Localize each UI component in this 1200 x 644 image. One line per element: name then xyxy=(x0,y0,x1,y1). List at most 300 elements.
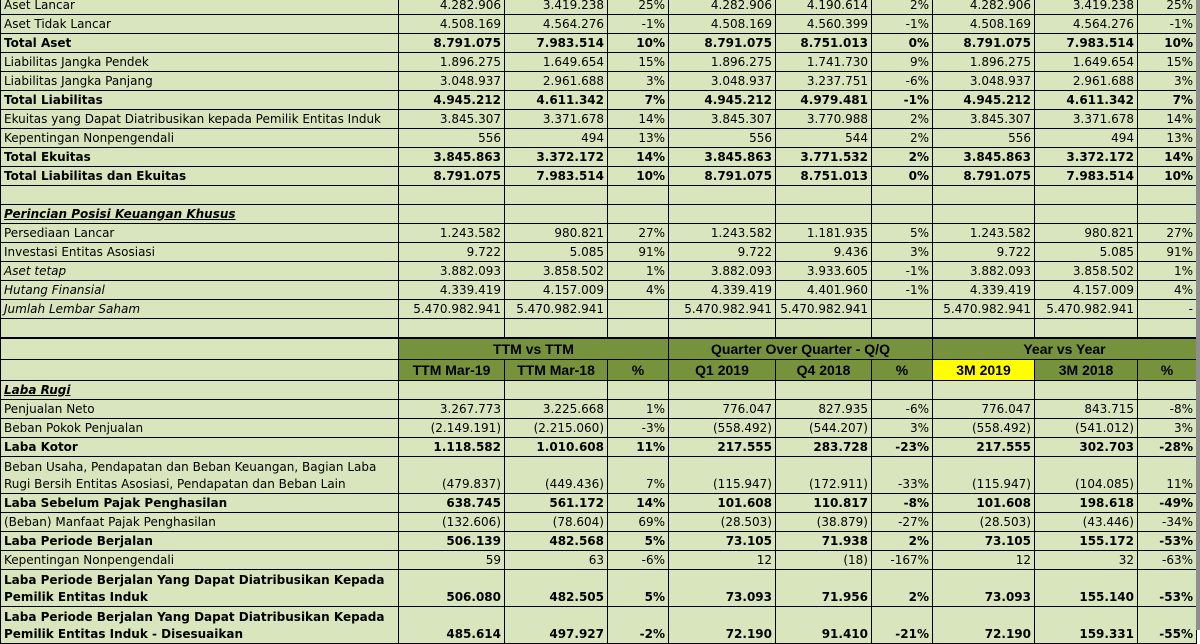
percent-cell[interactable]: 10% xyxy=(608,34,669,53)
value-cell[interactable]: 556 xyxy=(399,129,505,148)
value-cell[interactable]: 198.618 xyxy=(1035,494,1138,513)
value-cell[interactable]: 101.608 xyxy=(669,494,776,513)
group-header-qoq[interactable]: Quarter Over Quarter - Q/Q xyxy=(669,338,933,360)
value-cell[interactable]: (28.503) xyxy=(669,513,776,532)
percent-cell[interactable]: 25% xyxy=(608,0,669,15)
value-cell[interactable]: 3.372.172 xyxy=(505,148,608,167)
value-cell[interactable]: (104.085) xyxy=(1035,457,1138,494)
value-cell[interactable]: 3.882.093 xyxy=(933,262,1035,281)
special-position-rows xyxy=(1,224,1197,319)
value-cell[interactable]: 9.722 xyxy=(933,243,1035,262)
value-cell[interactable]: 827.935 xyxy=(776,400,872,419)
value-cell[interactable]: 8.751.013 xyxy=(776,167,872,186)
table-row xyxy=(1,532,1197,551)
percent-cell[interactable] xyxy=(608,300,669,319)
value-cell[interactable]: 73.105 xyxy=(669,532,776,551)
table-row xyxy=(1,148,1197,167)
value-cell[interactable]: 3.771.532 xyxy=(776,148,872,167)
value-cell[interactable]: 3.845.863 xyxy=(399,148,505,167)
value-cell[interactable]: 7.983.514 xyxy=(1035,167,1138,186)
value-cell[interactable]: 8.791.075 xyxy=(399,34,505,53)
window-edge xyxy=(1196,0,1200,630)
table-row xyxy=(1,167,1197,186)
value-cell[interactable]: 73.093 xyxy=(933,570,1035,607)
group-header-row xyxy=(1,338,1197,360)
percent-cell[interactable]: 5% xyxy=(608,532,669,551)
value-cell[interactable]: 71.956 xyxy=(776,570,872,607)
percent-cell[interactable]: -6% xyxy=(872,400,933,419)
percent-cell[interactable]: 7% xyxy=(608,91,669,110)
row-label-cell[interactable]: Total Liabilitas dan Ekuitas xyxy=(1,167,399,186)
blank-cell[interactable] xyxy=(1,319,399,339)
percent-cell[interactable]: 3% xyxy=(872,243,933,262)
value-cell[interactable]: 4.157.009 xyxy=(505,281,608,300)
value-cell[interactable]: 32 xyxy=(1035,551,1138,570)
row-label-cell[interactable]: Penjualan Neto xyxy=(1,400,399,419)
row-label-cell[interactable]: Laba Periode Berjalan Yang Dapat Diatribusikan Kepada Pemilik Entitas Induk - Disesuaikan xyxy=(1,607,399,644)
percent-cell[interactable]: 14% xyxy=(1138,148,1197,167)
blank-row-group xyxy=(1,186,1197,224)
value-cell[interactable]: (558.492) xyxy=(933,419,1035,438)
col-header-qoq-pct[interactable]: % xyxy=(872,360,933,381)
row-label-cell[interactable]: Total Aset xyxy=(1,34,399,53)
row-label-cell[interactable]: Aset Lancar xyxy=(1,0,399,15)
value-cell[interactable]: 1.243.582 xyxy=(933,224,1035,243)
value-cell[interactable]: (18) xyxy=(776,551,872,570)
value-cell[interactable]: 3.371.678 xyxy=(505,110,608,129)
value-cell[interactable]: 12 xyxy=(669,551,776,570)
header-block xyxy=(1,319,1197,400)
table-row xyxy=(1,243,1197,262)
percent-cell[interactable]: 2% xyxy=(872,532,933,551)
table-row xyxy=(1,91,1197,110)
value-cell[interactable]: 4.282.906 xyxy=(399,0,505,15)
value-cell[interactable]: (479.837) xyxy=(399,457,505,494)
table-row xyxy=(1,607,1197,644)
value-cell[interactable]: 4.564.276 xyxy=(505,15,608,34)
percent-cell[interactable]: -53% xyxy=(1138,532,1197,551)
percent-cell[interactable]: 14% xyxy=(608,148,669,167)
value-cell[interactable]: (115.947) xyxy=(669,457,776,494)
percent-cell[interactable]: 9% xyxy=(872,53,933,72)
value-cell[interactable]: 980.821 xyxy=(1035,224,1138,243)
value-cell[interactable]: 283.728 xyxy=(776,438,872,457)
value-cell[interactable]: 8.791.075 xyxy=(933,167,1035,186)
percent-cell[interactable]: 15% xyxy=(608,53,669,72)
value-cell[interactable]: 3.882.093 xyxy=(669,262,776,281)
table-row xyxy=(1,300,1197,319)
row-label-cell[interactable]: Laba Periode Berjalan xyxy=(1,532,399,551)
table-row xyxy=(1,419,1197,438)
percent-cell[interactable]: 91% xyxy=(608,243,669,262)
value-cell[interactable]: (43.446) xyxy=(1035,513,1138,532)
col-header-q4-2018[interactable]: Q4 2018 xyxy=(776,360,872,381)
value-cell[interactable]: 73.105 xyxy=(933,532,1035,551)
percent-cell[interactable]: 25% xyxy=(1138,0,1197,15)
value-cell[interactable]: (449.436) xyxy=(505,457,608,494)
value-cell[interactable]: 4.508.169 xyxy=(399,15,505,34)
value-cell[interactable]: 72.190 xyxy=(669,607,776,644)
value-cell[interactable]: 4.401.960 xyxy=(776,281,872,300)
row-label-cell[interactable]: Laba Periode Berjalan Yang Dapat Diatribusikan Kepada Pemilik Entitas Induk xyxy=(1,570,399,607)
value-cell[interactable]: (558.492) xyxy=(669,419,776,438)
table-row xyxy=(1,53,1197,72)
table-row xyxy=(1,400,1197,419)
value-cell[interactable]: 4.611.342 xyxy=(1035,91,1138,110)
value-cell[interactable]: 3.858.502 xyxy=(505,262,608,281)
value-cell[interactable]: 1.181.935 xyxy=(776,224,872,243)
percent-cell[interactable]: -3% xyxy=(608,419,669,438)
percent-cell[interactable]: 5% xyxy=(608,570,669,607)
percent-cell[interactable]: -1% xyxy=(872,262,933,281)
value-cell[interactable]: 4.560.399 xyxy=(776,15,872,34)
percent-cell[interactable]: 4% xyxy=(608,281,669,300)
table-row xyxy=(1,34,1197,53)
value-cell[interactable]: 1.896.275 xyxy=(669,53,776,72)
percent-cell[interactable]: -49% xyxy=(1138,494,1197,513)
value-cell[interactable]: 7.983.514 xyxy=(1035,34,1138,53)
header-blank-cell[interactable] xyxy=(1,338,399,360)
value-cell[interactable]: 494 xyxy=(505,129,608,148)
percent-cell[interactable]: 11% xyxy=(608,438,669,457)
percent-cell[interactable]: -21% xyxy=(872,607,933,644)
row-label-cell[interactable]: Hutang Finansial xyxy=(1,281,399,300)
value-cell[interactable]: 4.508.169 xyxy=(933,15,1035,34)
value-cell[interactable]: 3.048.937 xyxy=(933,72,1035,91)
value-cell[interactable]: 72.190 xyxy=(933,607,1035,644)
col-header-3m-2019-selected[interactable]: 3M 2019 xyxy=(933,360,1035,381)
row-label-cell[interactable]: Investasi Entitas Asosiasi xyxy=(1,243,399,262)
value-cell[interactable]: 9.436 xyxy=(776,243,872,262)
percent-cell[interactable]: 3% xyxy=(1138,72,1197,91)
value-cell[interactable]: 3.048.937 xyxy=(399,72,505,91)
value-cell[interactable]: 4.945.212 xyxy=(399,91,505,110)
value-cell[interactable]: 5.470.982.941 xyxy=(399,300,505,319)
percent-cell[interactable]: -27% xyxy=(872,513,933,532)
percent-cell[interactable]: 7% xyxy=(608,457,669,494)
table-row xyxy=(1,262,1197,281)
percent-cell[interactable]: 2% xyxy=(872,570,933,607)
percent-cell[interactable]: -167% xyxy=(872,551,933,570)
percent-cell[interactable]: -6% xyxy=(872,72,933,91)
percent-cell[interactable]: 3% xyxy=(1138,419,1197,438)
value-cell[interactable]: 4.282.906 xyxy=(933,0,1035,15)
value-cell[interactable]: 482.505 xyxy=(505,570,608,607)
value-cell[interactable]: 4.190.614 xyxy=(776,0,872,15)
row-label-cell[interactable]: Liabilitas Jangka Panjang xyxy=(1,72,399,91)
percent-cell[interactable]: 0% xyxy=(872,167,933,186)
percent-cell[interactable]: 4% xyxy=(1138,281,1197,300)
group-header-ttm[interactable]: TTM vs TTM xyxy=(399,338,669,360)
row-label-cell[interactable]: Aset tetap xyxy=(1,262,399,281)
percent-cell[interactable]: 1% xyxy=(608,400,669,419)
value-cell[interactable]: 544 xyxy=(776,129,872,148)
value-cell[interactable]: 3.419.238 xyxy=(1035,0,1138,15)
value-cell[interactable]: 73.093 xyxy=(669,570,776,607)
value-cell[interactable]: 3.845.307 xyxy=(933,110,1035,129)
value-cell[interactable]: (132.606) xyxy=(399,513,505,532)
value-cell[interactable]: 980.821 xyxy=(505,224,608,243)
value-cell[interactable]: 482.568 xyxy=(505,532,608,551)
table-row xyxy=(1,72,1197,91)
value-cell[interactable]: 3.372.172 xyxy=(1035,148,1138,167)
value-cell[interactable]: 506.139 xyxy=(399,532,505,551)
value-cell[interactable]: 3.770.988 xyxy=(776,110,872,129)
value-cell[interactable]: 8.791.075 xyxy=(399,167,505,186)
column-header-row xyxy=(1,360,1197,381)
percent-cell[interactable]: -23% xyxy=(872,438,933,457)
value-cell[interactable]: 843.715 xyxy=(1035,400,1138,419)
value-cell[interactable]: 302.703 xyxy=(1035,438,1138,457)
percent-cell[interactable]: 2% xyxy=(872,148,933,167)
percent-cell[interactable]: 91% xyxy=(1138,243,1197,262)
percent-cell[interactable]: -28% xyxy=(1138,438,1197,457)
value-cell[interactable]: 1.243.582 xyxy=(399,224,505,243)
value-cell[interactable]: (78.604) xyxy=(505,513,608,532)
value-cell[interactable]: 497.927 xyxy=(505,607,608,644)
value-cell[interactable]: 1.243.582 xyxy=(669,224,776,243)
percent-cell[interactable]: -1% xyxy=(872,15,933,34)
percent-cell[interactable]: 14% xyxy=(1138,110,1197,129)
percent-cell[interactable]: 15% xyxy=(1138,53,1197,72)
row-label-cell[interactable]: Ekuitas yang Dapat Diatribusikan kepada Pemilik Entitas Induk xyxy=(1,110,399,129)
row-label-cell[interactable]: Jumlah Lembar Saham xyxy=(1,300,399,319)
value-cell[interactable]: 5.470.982.941 xyxy=(933,300,1035,319)
blank-cell[interactable] xyxy=(1,186,399,205)
percent-cell[interactable]: -55% xyxy=(1138,607,1197,644)
value-cell[interactable]: 1.649.654 xyxy=(1035,53,1138,72)
percent-cell[interactable]: 13% xyxy=(1138,129,1197,148)
value-cell[interactable]: 3.419.238 xyxy=(505,0,608,15)
value-cell[interactable]: 7.983.514 xyxy=(505,167,608,186)
col-header-yoy-pct[interactable]: % xyxy=(1138,360,1197,381)
percent-cell[interactable]: 2% xyxy=(872,110,933,129)
value-cell[interactable]: 561.172 xyxy=(505,494,608,513)
percent-cell[interactable]: -34% xyxy=(1138,513,1197,532)
table-row xyxy=(1,110,1197,129)
value-cell[interactable]: 3.858.502 xyxy=(1035,262,1138,281)
row-label-cell[interactable]: (Beban) Manfaat Pajak Penghasilan xyxy=(1,513,399,532)
percent-cell[interactable]: 3% xyxy=(608,72,669,91)
percent-cell[interactable]: 69% xyxy=(608,513,669,532)
value-cell[interactable]: 159.331 xyxy=(1035,607,1138,644)
table-row xyxy=(1,570,1197,607)
row-label-cell[interactable]: Kepentingan Nonpengendali xyxy=(1,551,399,570)
value-cell[interactable]: 556 xyxy=(669,129,776,148)
percent-cell[interactable]: 2% xyxy=(872,129,933,148)
value-cell[interactable]: 4.339.419 xyxy=(669,281,776,300)
value-cell[interactable]: 3.225.668 xyxy=(505,400,608,419)
balance-sheet-rows xyxy=(1,0,1197,186)
value-cell[interactable]: 8.751.013 xyxy=(776,34,872,53)
value-cell[interactable]: 556 xyxy=(933,129,1035,148)
percent-cell[interactable]: - xyxy=(1138,300,1197,319)
value-cell[interactable]: 4.979.481 xyxy=(776,91,872,110)
value-cell[interactable]: 3.845.863 xyxy=(669,148,776,167)
table-row xyxy=(1,281,1197,300)
value-cell[interactable]: 7.983.514 xyxy=(505,34,608,53)
income-section-title[interactable]: Laba Rugi xyxy=(1,381,399,400)
value-cell[interactable]: 1.896.275 xyxy=(933,53,1035,72)
percent-cell[interactable]: 14% xyxy=(608,494,669,513)
value-cell[interactable]: 110.817 xyxy=(776,494,872,513)
table-row xyxy=(1,551,1197,570)
value-cell[interactable]: 4.282.906 xyxy=(669,0,776,15)
percent-cell[interactable]: 27% xyxy=(1138,224,1197,243)
percent-cell[interactable] xyxy=(872,300,933,319)
value-cell[interactable]: 5.470.982.941 xyxy=(776,300,872,319)
value-cell[interactable]: 1.741.730 xyxy=(776,53,872,72)
income-statement-rows xyxy=(1,400,1197,644)
row-label-cell[interactable]: Laba Sebelum Pajak Penghasilan xyxy=(1,494,399,513)
row-label-cell[interactable]: Liabilitas Jangka Pendek xyxy=(1,53,399,72)
value-cell[interactable]: (38.879) xyxy=(776,513,872,532)
row-label-cell[interactable]: Persediaan Lancar xyxy=(1,224,399,243)
value-cell[interactable]: 5.470.982.941 xyxy=(669,300,776,319)
value-cell[interactable]: 4.157.009 xyxy=(1035,281,1138,300)
percent-cell[interactable]: -33% xyxy=(872,457,933,494)
col-header-3m-2018[interactable]: 3M 2018 xyxy=(1035,360,1138,381)
value-cell[interactable]: 3.237.751 xyxy=(776,72,872,91)
value-cell[interactable]: 494 xyxy=(1035,129,1138,148)
header-blank-cell[interactable] xyxy=(1,360,399,381)
value-cell[interactable]: 4.945.212 xyxy=(669,91,776,110)
value-cell[interactable]: (115.947) xyxy=(933,457,1035,494)
table-row xyxy=(1,513,1197,532)
percent-cell[interactable]: 1% xyxy=(1138,262,1197,281)
row-label-cell[interactable]: Beban Usaha, Pendapatan dan Beban Keuangan, Bagian Laba Rugi Bersih Entitas Asosiasi, Pendapatan dan Beban Lain xyxy=(1,457,399,494)
value-cell[interactable]: 71.938 xyxy=(776,532,872,551)
table-row xyxy=(1,129,1197,148)
col-header-q1-2019[interactable]: Q1 2019 xyxy=(669,360,776,381)
row-label-cell[interactable]: Total Ekuitas xyxy=(1,148,399,167)
percent-cell[interactable]: 3% xyxy=(872,419,933,438)
percent-cell[interactable]: 10% xyxy=(608,167,669,186)
value-cell[interactable]: 2.961.688 xyxy=(1035,72,1138,91)
value-cell[interactable]: 217.555 xyxy=(669,438,776,457)
value-cell[interactable]: 638.745 xyxy=(399,494,505,513)
value-cell[interactable]: 8.791.075 xyxy=(669,34,776,53)
col-header-ttm-mar-19[interactable]: TTM Mar-19 xyxy=(399,360,505,381)
percent-cell[interactable]: -2% xyxy=(608,607,669,644)
percent-cell[interactable]: 0% xyxy=(872,34,933,53)
value-cell[interactable]: 1.896.275 xyxy=(399,53,505,72)
value-cell[interactable]: (544.207) xyxy=(776,419,872,438)
table-row xyxy=(1,438,1197,457)
value-cell[interactable]: 101.608 xyxy=(933,494,1035,513)
percent-cell[interactable]: -6% xyxy=(608,551,669,570)
row-label-cell[interactable]: Beban Pokok Penjualan xyxy=(1,419,399,438)
value-cell[interactable]: 1.649.654 xyxy=(505,53,608,72)
percent-cell[interactable]: 2% xyxy=(872,0,933,15)
value-cell[interactable]: 91.410 xyxy=(776,607,872,644)
percent-cell[interactable]: 1% xyxy=(608,262,669,281)
row-label-cell[interactable]: Kepentingan Nonpengendali xyxy=(1,129,399,148)
table-row xyxy=(1,457,1197,494)
percent-cell[interactable]: 14% xyxy=(608,110,669,129)
value-cell[interactable]: 9.722 xyxy=(399,243,505,262)
value-cell[interactable]: 59 xyxy=(399,551,505,570)
value-cell[interactable]: 3.371.678 xyxy=(1035,110,1138,129)
percent-cell[interactable]: -8% xyxy=(872,494,933,513)
value-cell[interactable]: (172.911) xyxy=(776,457,872,494)
percent-cell[interactable]: 7% xyxy=(1138,91,1197,110)
value-cell[interactable]: 4.339.419 xyxy=(399,281,505,300)
value-cell[interactable]: 776.047 xyxy=(669,400,776,419)
row-label-cell[interactable]: Aset Tidak Lancar xyxy=(1,15,399,34)
value-cell[interactable]: 8.791.075 xyxy=(933,34,1035,53)
value-cell[interactable]: 3.933.605 xyxy=(776,262,872,281)
special-section-title[interactable]: Perincian Posisi Keuangan Khusus xyxy=(1,205,399,224)
value-cell[interactable]: 506.080 xyxy=(399,570,505,607)
value-cell[interactable]: 5.085 xyxy=(1035,243,1138,262)
value-cell[interactable]: (541.012) xyxy=(1035,419,1138,438)
value-cell[interactable]: (28.503) xyxy=(933,513,1035,532)
value-cell[interactable]: 3.845.307 xyxy=(669,110,776,129)
value-cell[interactable]: 776.047 xyxy=(933,400,1035,419)
value-cell[interactable]: 2.961.688 xyxy=(505,72,608,91)
table-row xyxy=(1,494,1197,513)
value-cell[interactable]: 3.845.307 xyxy=(399,110,505,129)
row-label-cell[interactable]: Total Liabilitas xyxy=(1,91,399,110)
percent-cell[interactable]: -8% xyxy=(1138,400,1197,419)
value-cell[interactable]: 63 xyxy=(505,551,608,570)
table-row xyxy=(1,0,1197,15)
value-cell[interactable]: 155.140 xyxy=(1035,570,1138,607)
percent-cell[interactable]: -1% xyxy=(608,15,669,34)
col-header-ttm-mar-18[interactable]: TTM Mar-18 xyxy=(505,360,608,381)
value-cell[interactable]: 9.722 xyxy=(669,243,776,262)
value-cell[interactable]: 5.470.982.941 xyxy=(505,300,608,319)
value-cell[interactable]: 217.555 xyxy=(933,438,1035,457)
percent-cell[interactable]: -1% xyxy=(872,91,933,110)
value-cell[interactable]: 3.048.937 xyxy=(669,72,776,91)
value-cell[interactable]: 4.611.342 xyxy=(505,91,608,110)
value-cell[interactable]: 8.791.075 xyxy=(669,167,776,186)
value-cell[interactable]: 155.172 xyxy=(1035,532,1138,551)
value-cell[interactable]: 4.339.419 xyxy=(933,281,1035,300)
percent-cell[interactable]: -63% xyxy=(1138,551,1197,570)
percent-cell[interactable]: -1% xyxy=(1138,15,1197,34)
value-cell[interactable]: 5.085 xyxy=(505,243,608,262)
percent-cell[interactable]: -53% xyxy=(1138,570,1197,607)
table-row xyxy=(1,15,1197,34)
value-cell[interactable]: 1.118.582 xyxy=(399,438,505,457)
value-cell[interactable]: (2.149.191) xyxy=(399,419,505,438)
percent-cell[interactable]: 27% xyxy=(608,224,669,243)
row-label-cell[interactable]: Laba Kotor xyxy=(1,438,399,457)
value-cell[interactable]: 4.945.212 xyxy=(933,91,1035,110)
group-header-yoy[interactable]: Year vs Year xyxy=(933,338,1197,360)
value-cell[interactable]: 4.508.169 xyxy=(669,15,776,34)
percent-cell[interactable]: 5% xyxy=(872,224,933,243)
value-cell[interactable]: 5.470.982.941 xyxy=(1035,300,1138,319)
value-cell[interactable]: 3.882.093 xyxy=(399,262,505,281)
value-cell[interactable]: 4.564.276 xyxy=(1035,15,1138,34)
percent-cell[interactable]: 10% xyxy=(1138,167,1197,186)
percent-cell[interactable]: -1% xyxy=(872,281,933,300)
value-cell[interactable]: 12 xyxy=(933,551,1035,570)
percent-cell[interactable]: 11% xyxy=(1138,457,1197,494)
value-cell[interactable]: 1.010.608 xyxy=(505,438,608,457)
percent-cell[interactable]: 13% xyxy=(608,129,669,148)
col-header-ttm-pct[interactable]: % xyxy=(608,360,669,381)
value-cell[interactable]: (2.215.060) xyxy=(505,419,608,438)
percent-cell[interactable]: 10% xyxy=(1138,34,1197,53)
value-cell[interactable]: 3.267.773 xyxy=(399,400,505,419)
value-cell[interactable]: 485.614 xyxy=(399,607,505,644)
value-cell[interactable]: 3.845.863 xyxy=(933,148,1035,167)
